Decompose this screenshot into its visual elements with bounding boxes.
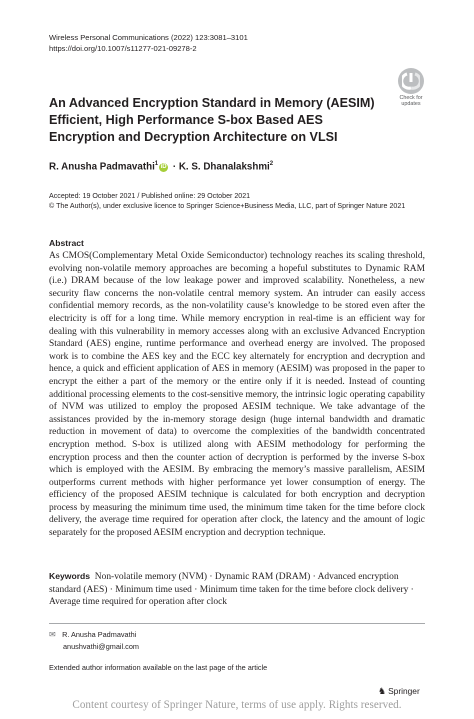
corresponding-author	[49, 629, 139, 652]
footnote-divider	[49, 623, 425, 624]
keywords-list: Non-volatile memory (NVM) · Dynamic RAM (DRAM) · Advanced encryption standard (AES) · Minimum time used · Minimum time taken for the time before clock delivery · Average time required for operation after clock	[49, 572, 414, 608]
springer-horse-icon: ♞	[378, 686, 387, 696]
copyright-notice: © The Author(s), under exclusive licence to Springer Science+Business Media, LLC, part of Springer Nature 2021	[49, 202, 406, 210]
envelope-icon: ✉	[49, 630, 56, 639]
journal-citation: Wireless Personal Communications (2022) 123:3081–3101	[49, 33, 248, 42]
abstract-text: As CMOS(Complementary Metal Oxide Semiconductor) technology reaches its scaling threshold, evolving non-volatile memory approaches are becoming a hopeful substitutes to Dynamic RAM (i.e.) DRAM because of the low leakage power and improved scalability. Nonetheless, a new security flaw concerns the non-volatile central memory system. An intruder can easily access confidential memory records, as the non-volatility cause’s knowledge to be stored even after the electricity is off for a long time. While memory encryption in real-time is an efficient way for dealing with this vulnerability in memory accesses along with an exclusive Advanced Encryption Standard (AES) engine, runtime performance and overhead energy are involved. The proposed work is to combine the AES key and the ECC key alternately for encryption and decryption and hence, a quick and efficient application of AES in memory (AESIM) was proposed in the paper to encrypt the either a part of the memory or the entire only if it is needed. Instead of counting additional processing elements to the cost-sensitive memory, the intrinsic logic operating capability of NVM was utilized to employ the proposed AESIM technique. We take advantage of the assistances provided by the in-memory storage design (huge internal bandwidth and dramatic reduction in movement of data) to overcome the complexities of the bandwidth concentrated encryption method. S-box is utilized along with AESIM methodology for performing the encryption process and then the counter action of decryption is performed by the inverse S-box which is employed with the AESIM. By embracing the memory’s massive parallelism, AESIM outperforms current methods with higher performance yet lower consumption of energy. The efficiency of the proposed AESIM technique is calculated for both encryption and decryption process by measuring the minimum time used, the minimum time taken for the time before clock delivery, the average time required for operation after clock, the latency and the amount of logic separately for the proposed AESIM encryption and decryption technique.	[49, 251, 425, 539]
author-line	[49, 161, 273, 172]
article-title: An Advanced Encryption Standard in Memory (AESIM) Efficient, High Performance S-box Based AES Encryption and Decryption Architecture on VLSI	[49, 96, 375, 144]
publisher-name: Springer	[388, 686, 420, 696]
contact-email[interactable]: anushvathi@gmail.com	[63, 641, 139, 651]
abstract-heading: Abstract	[49, 238, 84, 248]
doi-link[interactable]: https://doi.org/10.1007/s11277-021-09278-2	[49, 44, 197, 53]
affiliation-marker: 2	[269, 161, 274, 167]
publication-dates: Accepted: 19 October 2021 / Published online: 29 October 2021	[49, 192, 251, 200]
affiliation-marker: 1	[154, 161, 159, 167]
springer-logo	[378, 686, 420, 697]
author-name[interactable]: · K. S. Dhanalakshmi	[170, 161, 270, 173]
contact-name: R. Anusha Padmavathi	[62, 630, 137, 639]
extended-info-note: Extended author information available on the last page of the article	[49, 663, 268, 672]
check-for-updates-badge[interactable]	[394, 68, 428, 108]
journal-header	[49, 32, 248, 54]
author-name[interactable]: R. Anusha Padmavathi	[49, 161, 155, 173]
keywords-section	[49, 570, 425, 609]
courtesy-watermark: Content courtesy of Springer Nature, terms of use apply. Rights reserved.	[72, 699, 402, 711]
article-meta	[49, 191, 405, 211]
keywords-label: Keywords	[49, 571, 91, 581]
orcid-icon[interactable]: iD	[160, 164, 167, 171]
check-updates-label: Check for updates	[399, 95, 423, 108]
check-updates-icon	[398, 68, 424, 94]
